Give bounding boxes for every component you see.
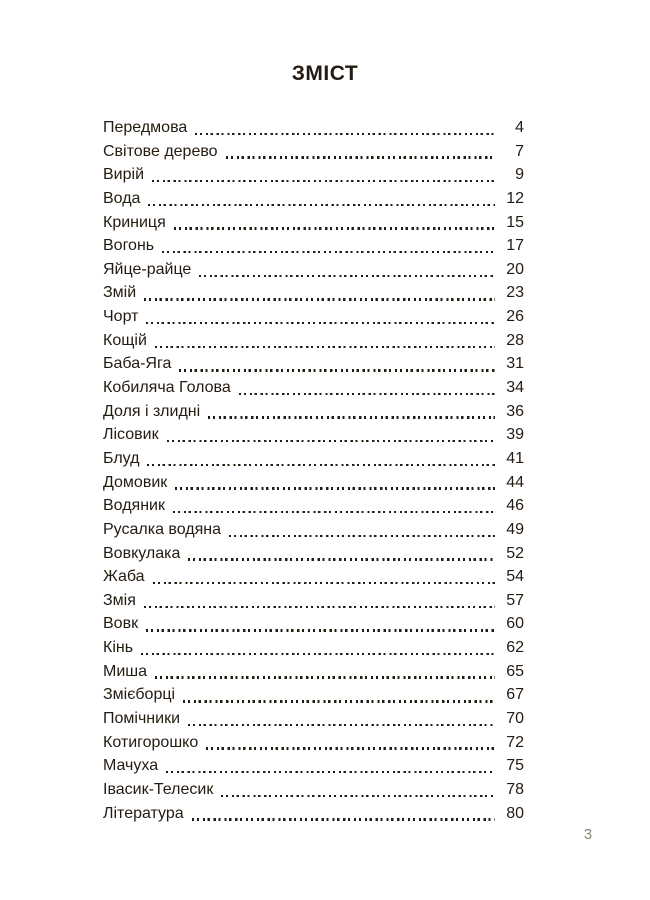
toc-entry-title: Кінь	[103, 639, 134, 657]
toc-entry-page: 80	[506, 804, 524, 822]
toc-row	[103, 589, 524, 613]
dot-leader-icon	[152, 180, 495, 182]
dot-leader-icon	[167, 440, 495, 442]
toc-list	[103, 116, 524, 825]
toc-entry-title: Баба-Яга	[103, 355, 172, 373]
dot-leader-icon	[226, 156, 495, 158]
toc-entry-title: Література	[103, 804, 184, 822]
toc-entry-title: Помічники	[103, 710, 180, 728]
dot-leader-icon	[174, 227, 495, 229]
toc-entry-page: 44	[506, 473, 524, 491]
toc-row	[103, 565, 524, 589]
dot-leader-icon	[155, 676, 495, 678]
toc-entry-title: Жаба	[103, 568, 145, 586]
dot-leader-icon	[199, 275, 495, 277]
toc-row	[103, 494, 524, 518]
toc-row	[103, 660, 524, 684]
toc-row	[103, 163, 524, 187]
dot-leader-icon	[146, 322, 495, 324]
toc-entry-title: Змієборці	[103, 686, 176, 704]
toc-entry-page: 17	[506, 237, 524, 255]
toc-entry-page: 26	[506, 308, 524, 326]
toc-row	[103, 305, 524, 329]
toc-row	[103, 281, 524, 305]
dot-leader-icon	[155, 346, 495, 348]
toc-entry-page: 65	[506, 662, 524, 680]
toc-entry-page: 4	[515, 119, 524, 136]
toc-entry-page: 23	[506, 284, 524, 302]
toc-entry-title: Вовк	[103, 615, 139, 633]
toc-entry-page: 78	[506, 780, 524, 798]
toc-entry-page: 12	[506, 189, 524, 207]
toc-row	[103, 636, 524, 660]
toc-row	[103, 329, 524, 353]
dot-leader-icon	[141, 653, 495, 655]
toc-entry-title: Котигорошко	[103, 733, 199, 751]
toc-entry-page: 28	[506, 331, 524, 349]
toc-entry-title: Вовкулака	[103, 544, 181, 562]
dot-leader-icon	[153, 582, 495, 584]
toc-entry-page: 54	[506, 568, 524, 586]
toc-entry-page: 7	[515, 142, 524, 160]
toc-row	[103, 234, 524, 258]
toc-row	[103, 518, 524, 542]
page-title: ЗМІСТ	[291, 62, 359, 85]
toc-entry-page: 70	[506, 710, 524, 728]
toc-entry-page: 49	[506, 520, 524, 538]
dot-leader-icon	[188, 724, 495, 726]
toc-entry-title: Кощій	[103, 331, 147, 349]
toc-entry-title: Передмова	[103, 119, 188, 136]
toc-entry-title: Вода	[103, 189, 141, 207]
dot-leader-icon	[144, 298, 495, 300]
toc-entry-title: Світове дерево	[103, 142, 218, 160]
toc-entry-page: 46	[506, 497, 524, 515]
toc-entry-title: Водяник	[103, 497, 165, 515]
toc-entry-title: Змія	[103, 591, 136, 609]
dot-leader-icon	[179, 369, 495, 371]
toc-row	[103, 211, 524, 235]
toc-entry-title: Блуд	[103, 449, 140, 467]
toc-row	[103, 731, 524, 755]
toc-row	[103, 258, 524, 282]
toc-row	[103, 778, 524, 802]
toc-entry-page: 57	[506, 591, 524, 609]
toc-entry-title: Змій	[103, 284, 137, 302]
dot-leader-icon	[173, 511, 495, 513]
toc-entry-title: Миша	[103, 662, 147, 680]
dot-leader-icon	[239, 393, 495, 395]
toc-row	[103, 376, 524, 400]
toc-entry-title: Мачуха	[103, 757, 159, 775]
toc-entry-page: 39	[506, 426, 524, 444]
toc-entry-title: Криниця	[103, 213, 166, 231]
page-number: 3	[583, 827, 593, 843]
dot-leader-icon	[195, 133, 495, 135]
dot-leader-icon	[221, 795, 495, 797]
dot-leader-icon	[144, 606, 495, 608]
toc-row	[103, 447, 524, 471]
dot-leader-icon	[147, 464, 495, 466]
toc-row	[103, 542, 524, 566]
toc-entry-title: Кобиляча Голова	[103, 379, 231, 397]
toc-entry-title: Вирій	[103, 166, 144, 184]
toc-row	[103, 683, 524, 707]
toc-entry-page: 15	[506, 213, 524, 231]
toc-row	[103, 116, 524, 140]
toc-entry-page: 41	[506, 449, 524, 467]
toc-entry-title: Русалка водяна	[103, 520, 222, 538]
toc-row	[103, 612, 524, 636]
toc-entry-title: Доля і злидні	[103, 402, 201, 420]
dot-leader-icon	[183, 700, 495, 702]
toc-row	[103, 423, 524, 447]
dot-leader-icon	[208, 416, 495, 418]
toc-row	[103, 754, 524, 778]
toc-entry-title: Івасик-Телесик	[103, 780, 214, 798]
toc-entry-page: 72	[506, 733, 524, 751]
toc-entry-page: 60	[506, 615, 524, 633]
toc-entry-page: 20	[506, 260, 524, 278]
toc-row	[103, 802, 524, 826]
dot-leader-icon	[206, 747, 495, 749]
toc-entry-page: 9	[515, 166, 524, 184]
dot-leader-icon	[146, 629, 495, 631]
toc-entry-page: 36	[506, 402, 524, 420]
toc-entry-page: 34	[506, 379, 524, 397]
dot-leader-icon	[166, 771, 495, 773]
toc-row	[103, 707, 524, 731]
toc-row	[103, 352, 524, 376]
toc-row	[103, 471, 524, 495]
toc-entry-title: Лісовик	[103, 426, 159, 444]
toc-entry-title: Домовик	[103, 473, 168, 491]
dot-leader-icon	[188, 558, 495, 560]
toc-entry-page: 31	[506, 355, 524, 373]
toc-row	[103, 140, 524, 164]
dot-leader-icon	[229, 535, 495, 537]
toc-entry-title: Яйце-райце	[103, 260, 192, 278]
toc-entry-title: Чорт	[103, 308, 139, 326]
toc-row	[103, 187, 524, 211]
toc-row	[103, 400, 524, 424]
dot-leader-icon	[148, 204, 495, 206]
toc-entry-page: 62	[506, 639, 524, 657]
dot-leader-icon	[192, 818, 495, 820]
toc-entry-page: 52	[506, 544, 524, 562]
dot-leader-icon	[175, 487, 495, 489]
toc-entry-page: 75	[506, 757, 524, 775]
dot-leader-icon	[162, 251, 495, 253]
toc-entry-page: 67	[506, 686, 524, 704]
toc-entry-title: Вогонь	[103, 237, 155, 255]
